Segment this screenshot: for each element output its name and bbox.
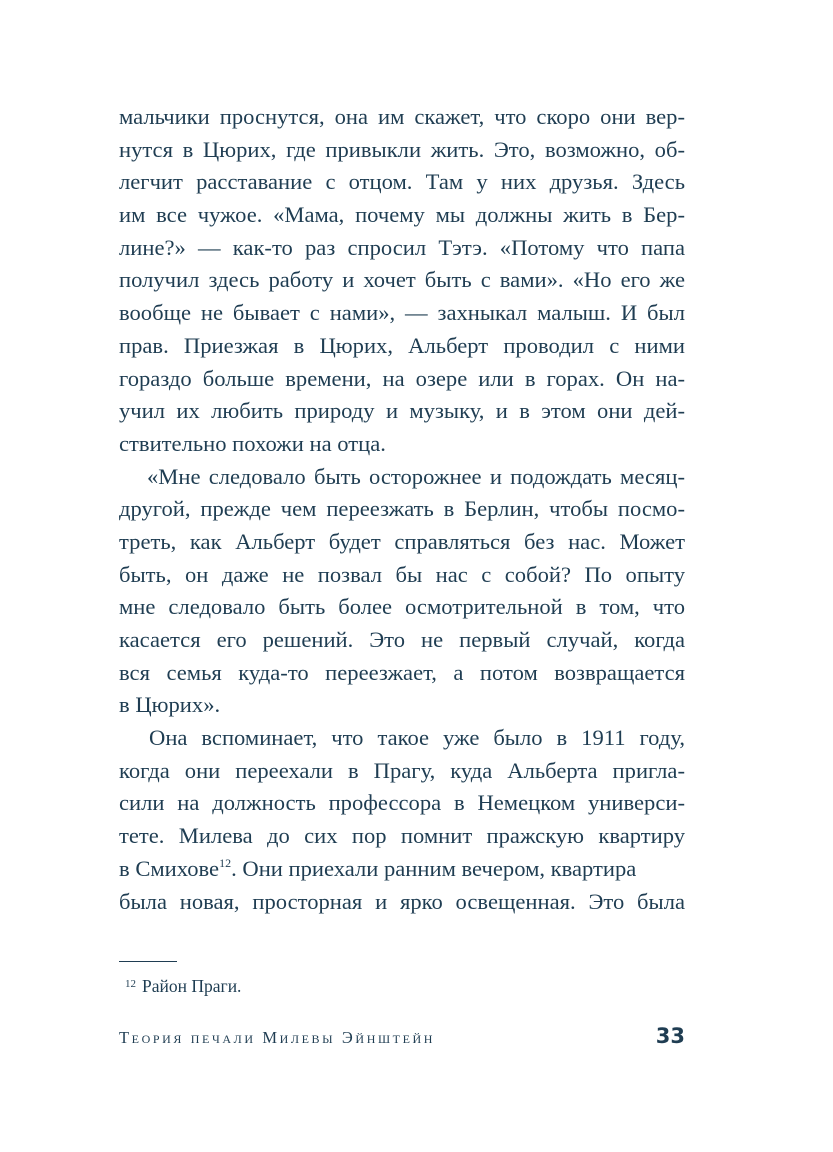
- footnote-divider: [119, 961, 177, 962]
- text-fragment: в Смихове: [119, 855, 220, 881]
- body-text: [119, 101, 685, 918]
- text-line: нутся в Цюрих, где привыкли жить. Это, возможно, об-: [119, 136, 685, 162]
- text-line: мальчики проснутся, она им скажет, что скоро они вер-: [119, 104, 685, 129]
- text-line: вся семья куда-то переезжает, а потом возвращается: [119, 659, 685, 685]
- text-line: лине?» — как-то раз спросил Тэтэ. «Потому что папа: [119, 234, 685, 260]
- paragraph-first-line: «Мне следовало быть осторожнее и подождать месяц-: [147, 463, 685, 489]
- text-line: мне следовало быть более осмотрительной в том, что: [119, 594, 685, 620]
- text-line: учил их любить природу и музыку, и в этом они дей-: [119, 398, 685, 424]
- text-line-with-footnote-ref: [119, 853, 685, 886]
- text-line: треть, как Альберт будет справляться без нас. Может: [119, 528, 685, 554]
- text-line: сили на должность профессора в Немецком универси-: [119, 790, 685, 816]
- text-line: когда они переехали в Прагу, куда Альберта пригла-: [119, 757, 685, 783]
- text-line: вообще не бывает с нами», — захныкал малыш. И был: [119, 300, 685, 326]
- paragraph-first-line: Она вспоминает, что такое уже было в 1911 году,: [149, 725, 685, 751]
- text-line: быть, он даже не позвал бы нас с собой? По опыту: [119, 561, 685, 587]
- text-line: тете. Милева до сих пор помнит пражскую квартиру: [119, 823, 685, 849]
- text-line: ствительно похожи на отца.: [119, 430, 386, 456]
- footnote-number: 12: [125, 978, 136, 990]
- footnote: [119, 972, 241, 998]
- text-line: прав. Приезжая в Цюрих, Альберт проводил с ними: [119, 332, 685, 358]
- text-line: другой, прежде чем переезжать в Берлин, чтобы посмо-: [119, 496, 685, 522]
- text-fragment: . Они приехали ранним вечером, квартира: [231, 855, 637, 881]
- page-number: 33: [655, 1024, 685, 1048]
- text-line: получил здесь работу и хочет быть с вами». «Но его же: [119, 267, 685, 293]
- text-line: им все чужое. «Мама, почему мы должны жить в Бер-: [119, 202, 685, 228]
- text-line: гораздо больше времени, на озере или в горах. Он на-: [119, 365, 685, 391]
- text-line: касается его решений. Это не первый случай, когда: [119, 627, 685, 652]
- text-line: в Цюрих».: [119, 692, 221, 718]
- running-title: Теория печали Милевы Эйнштейн: [119, 1028, 436, 1047]
- text-line: была новая, просторная и ярко освещенная. Это была: [119, 888, 685, 914]
- footnote-reference: 12: [219, 855, 232, 870]
- footnote-text: Район Праги.: [142, 976, 242, 996]
- text-line: легчит расставание с отцом. Там у них друзья. Здесь: [119, 169, 685, 195]
